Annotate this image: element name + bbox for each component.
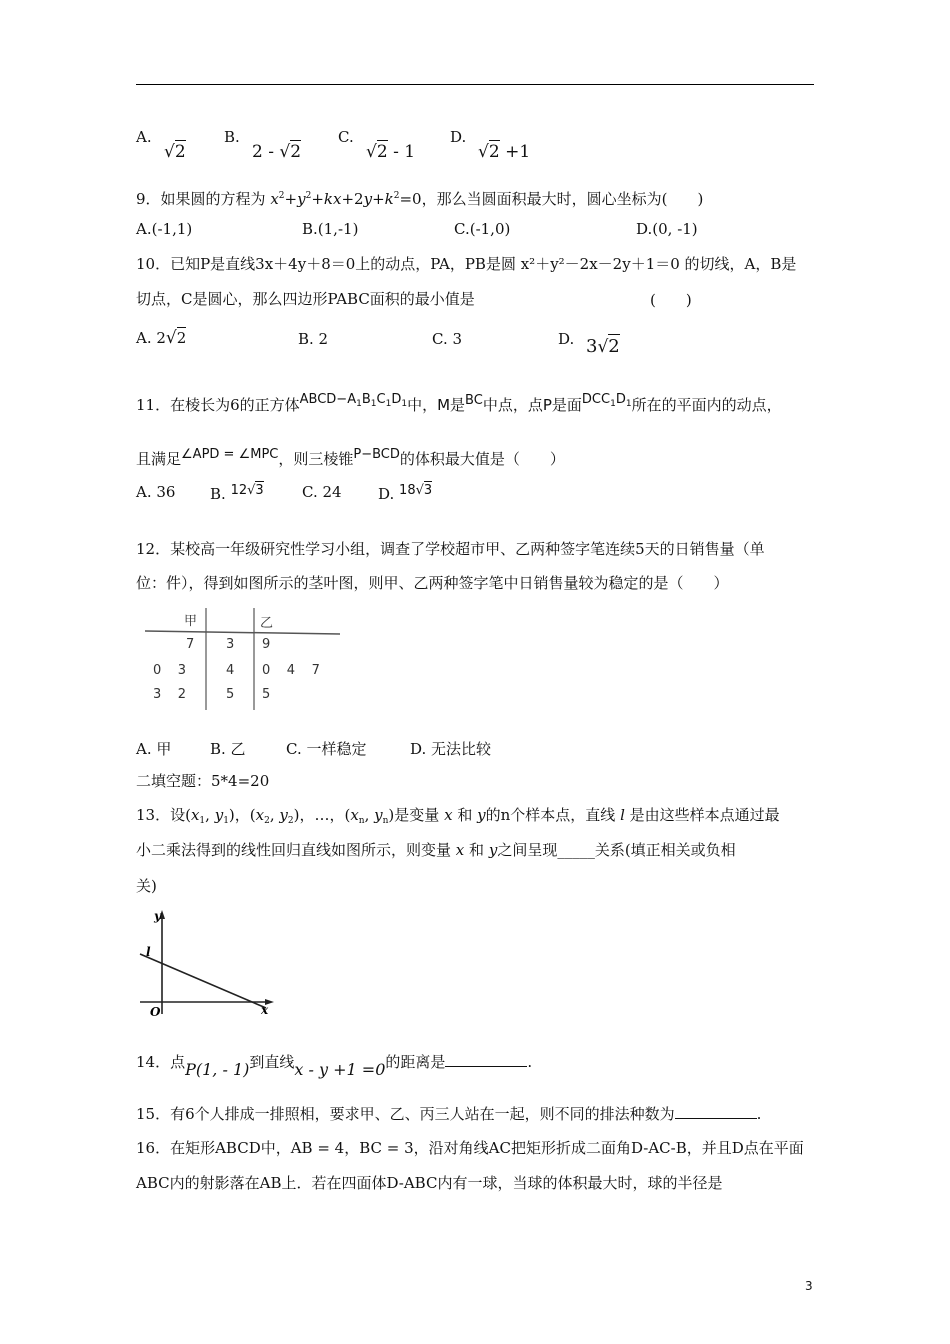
row3-stem: 5	[226, 687, 235, 702]
q12-option-c: C. 一样稳定	[286, 740, 367, 758]
q8-option-a-value: √2	[164, 142, 186, 162]
q9-option-d: D.(0, -1)	[636, 220, 698, 238]
q8-option-b: B.	[224, 128, 240, 146]
q16-line2: ABC内的射影落在AB上．若在四面体D-ABC内有一球，当球的体积最大时，球的半径是	[136, 1174, 723, 1192]
row2-right: 0 4 7	[262, 663, 320, 678]
row2-stem: 4	[226, 663, 235, 678]
q12-option-a: A. 甲	[136, 740, 172, 758]
row1-right: 9	[262, 637, 271, 652]
q15-blank[interactable]	[675, 1104, 757, 1119]
q11-option-a: A. 36	[136, 483, 176, 501]
header-rule	[136, 84, 814, 85]
q10-line2: 切点，C是圆心，那么四边形PABC面积的最小值是	[136, 290, 475, 308]
q8-option-a: A.	[136, 128, 152, 146]
section-fill-in-title: 二填空题：5*4=20	[136, 772, 270, 790]
q11-option-d: D. 18√3	[378, 483, 433, 503]
q10-answer-paren: ( )	[650, 291, 692, 309]
row1-stem: 3	[226, 637, 235, 652]
q12-line1: 12．某校高一年级研究性学习小组，调查了学校超市甲、乙两种签字笔连续5天的日销售量（单	[136, 540, 765, 558]
q9-question: 9．如果圆的方程为 $x^2+y^2+kx+2y+k^2=0$，那么当圆面积最大时，圆心坐标为( )	[136, 190, 704, 208]
q10-option-d-value: 3√2	[586, 336, 620, 357]
q12-line2: 位：件），得到如图所示的茎叶图，则甲、乙两种签字笔中日销售量较为稳定的是（ ）	[136, 574, 729, 592]
q11-option-c: C. 24	[302, 483, 342, 501]
q8-option-d-value: √2 +1	[478, 142, 531, 162]
q13-line1: 13．设($x_1$, $y_1$)，($x_2$, $y_2$)，…，($x_n$, $y_n$)是变量 x 和 y的n个样本点，直线 l 是由这些样本点通过最	[136, 806, 780, 826]
q10-option-a: A. 2√2	[136, 328, 187, 348]
q11-line2: 且满足∠APD = ∠MPC，则三棱锥P−BCD的体积最大值是（ ）	[136, 447, 565, 468]
q9-option-b: B.(1,-1)	[302, 220, 359, 238]
graph-origin-label: O	[150, 1005, 161, 1019]
q11-line1: 11．在棱长为6的正方体$ABCD-A_1B_1C_1D_1$中，M是BC中点，点P是面$DCC_1D_1$所在的平面内的动点，	[136, 392, 782, 414]
row2-left: 0 3	[153, 663, 187, 678]
stem-right-header: 乙	[260, 616, 274, 631]
graph-x-label: x	[261, 1003, 269, 1017]
q10-option-b: B. 2	[298, 330, 329, 348]
regression-graph	[136, 908, 276, 1020]
q8-option-c: C.	[338, 128, 354, 146]
q8-option-b-value: 2 - √2	[252, 142, 302, 162]
q16-line1: 16．在矩形ABCD中，AB = 4，BC = 3，沿对角线AC把矩形折成二面角D-AC-B，并且D点在平面	[136, 1139, 804, 1157]
q9-option-a: A.(-1,1)	[136, 220, 193, 238]
graph-line-label: l	[146, 945, 151, 959]
graph-y-label: y	[154, 909, 161, 923]
stem-left-header: 甲	[184, 614, 198, 629]
q10-option-d: D.	[558, 330, 575, 348]
q13-line3: 关)	[136, 877, 157, 895]
row3-right: 5	[262, 687, 271, 702]
q11-option-b: B. 12√3	[210, 483, 264, 503]
q14-blank[interactable]	[445, 1052, 527, 1067]
q10-line1: 10．已知P是直线3x＋4y＋8＝0上的动点，PA，PB是圆 x²＋y²－2x－2y＋1＝0 的切线，A，B是	[136, 255, 797, 273]
q8-option-d: D.	[450, 128, 467, 146]
q13-line2: 小二乘法得到的线性回归直线如图所示，则变量 x 和 y之间呈现_____关系(填正相关或负相	[136, 841, 736, 859]
q8-option-c-value: √2 - 1	[366, 142, 416, 162]
q14-question: 14．点P(1, - 1)到直线x - y +1 =0的距离是 .	[136, 1053, 533, 1079]
row3-left: 3 2	[153, 687, 187, 702]
q12-option-b: B. 乙	[210, 740, 246, 758]
page-number: 3	[805, 1279, 813, 1293]
regression-line	[140, 954, 266, 1008]
q9-option-c: C.(-1,0)	[454, 220, 511, 238]
q15-question: 15．有6个人排成一排照相，要求甲、乙、丙三人站在一起，则不同的排法种数为 .	[136, 1105, 762, 1123]
row1-left: 7	[186, 637, 195, 652]
q12-option-d: D. 无法比较	[410, 740, 492, 758]
q10-option-c: C. 3	[432, 330, 463, 348]
stem-leaf-plot	[140, 604, 345, 714]
